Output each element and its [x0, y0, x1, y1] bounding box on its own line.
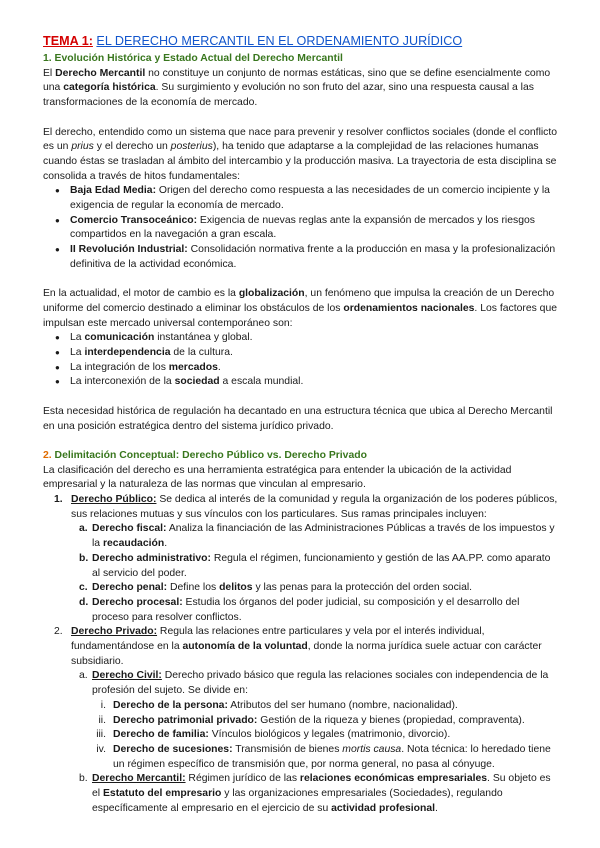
list-item-mercantile-law: b. Derecho Mercantil: Régimen jurídico de las relaciones económicas empresariales. Su objeto es el Estatuto del empresario y las organizaciones empresariales (Sociedades), regulando específicamente al empresario en el ejercicio de su actividad profesional.: [79, 773, 551, 814]
public-law-branches: [71, 522, 558, 625]
list-item-public-law: 1. Derecho Público: Se dedica al interés de la comunidad y regula la organización de los poderes públicos, sus relaciones mutuas y sus vínculos con los particulares. Sus ramas principales incluyen: a. Derecho fiscal: Analiza la financiación de las Administraciones Públicas a través de los impuestos y la recaudación. b. Derecho administrativo: Regula el régimen, funcionamiento y gestión de las AA.PP. como aparato al servicio del poder. c. Derecho penal: Define los delitos y las penas para la protección del orden social. d. Derecho procesal: Estudia los órganos del poder judicial, su composición y el desarrollo del proceso para resolver conflictos.: [71, 493, 558, 625]
section-1-heading: 1. Evolución Histórica y Estado Actual del Derecho Mercantil: [43, 53, 343, 64]
paragraph-conflict: El derecho, entendido como un sistema que nace para prevenir y resolver conflictos sociales (donde el conflicto es un prius y el derecho un posterius), ha tenido que adaptarse a la complejidad de las relaciones humanas cuando éstas se trasladan al ámbito del intercambio y la producción masiva. La trayectoria de esta disciplina se consolida a través de hitos fundamentales:: [43, 126, 558, 182]
list-item: ● La comunicación instantánea y global.: [70, 331, 558, 346]
list-item: ● II Revolución Industrial: Consolidación normativa frente a la producción en masa y la profesionalización definitiva de la actividad económica.: [70, 243, 558, 272]
list-item: ● Comercio Transoceánico: Exigencia de nuevas reglas ante la expansión de mercados y los riesgos compartidos en la navegación a gran escala.: [70, 214, 558, 243]
list-item: ● Baja Edad Media: Origen del derecho como respuesta a las necesidades de un comercio incipiente y la exigencia de regular la economía de mercado.: [70, 184, 558, 213]
paragraph-conclusion: Esta necesidad histórica de regulación ha decantado en una estructura técnica que ubica al Derecho Mercantil en una posición estratégica dentro del sistema jurídico privado.: [43, 405, 553, 432]
list-item: a. Derecho fiscal: Analiza la financiación de las Administraciones Públicas a través de los impuestos y la recaudación.: [79, 523, 555, 550]
civil-law-parts: [92, 699, 558, 773]
list-item: ● La interconexión de la sociedad a escala mundial.: [70, 375, 558, 390]
title-text: EL DERECHO MERCANTIL EN EL ORDENAMIENTO JURÍDICO: [96, 34, 463, 48]
paragraph-globalization: En la actualidad, el motor de cambio es la globalización, un fenómeno que impulsa la creación de un Derecho uniforme del comercio destinado a eliminar los obstáculos de los ordenamientos nacionales. Los factores que impulsan este mercado universal contemporáneo son:: [43, 288, 558, 329]
list-item: ● La interdependencia de la cultura.: [70, 346, 558, 361]
list-item-private-law: 2. Derecho Privado: Regula las relaciones entre particulares y vela por el interés individual, fundamentándose en la autonomía de la voluntad, donde la norma jurídica suele actuar con carácter subsidiario. a. Derecho Civil: Derecho privado básico que regula las relaciones sociales con independencia de la profesión del sujeto. Se divide en: i. Derecho de la persona: Atributos del ser humano (nombre, nacionalidad). ii. Derecho patrimonial privado: Gestión de la riqueza y bienes (propiedad, compraventa). iii. Derecho de familia: Vínculos biológicos y legales (matrimonio, divorcio). iv. Derecho de sucesiones: Transmisión de bienes mortis causa. Nota técnica: lo heredado tiene un régimen específico de transmisión que, por norma general, no pasa al cónyuge. b. Derecho Mercantil: Régimen jurídico de las relaciones económicas empresariales. Su objeto es el Estatuto del empresario y las organizaciones empresariales (Sociedades), regulando específicamente al empresario en el ejercicio de su actividad profesional.: [71, 625, 558, 816]
law-branches-list: [43, 493, 558, 816]
list-item: c. Derecho penal: Define los delitos y las penas para la protección del orden social.: [79, 582, 473, 594]
paragraph-classification: La clasificación del derecho es una herramienta estratégica para entender la ubicación de la actividad empresarial y la naturaleza de las normas que vinculan al empresario.: [43, 464, 512, 491]
list-item: iv. Derecho de sucesiones: Transmisión de bienes mortis causa. Nota técnica: lo heredado tiene un régimen específico de transmisión que, por norma general, no pasa al cónyuge.: [96, 743, 551, 770]
title-number: TEMA 1:: [43, 34, 93, 48]
paragraph-definition: El Derecho Mercantil no constituye un conjunto de normas estáticas, sino que se define esencialmente como una categoría histórica. Su surgimiento y evolución no son fruto del azar, sino una respuesta causal a las transformaciones de la economía de mercado.: [43, 67, 551, 109]
factors-list: [43, 331, 558, 390]
list-item: ● La integración de los mercados.: [70, 361, 558, 376]
private-law-branches: [71, 669, 558, 816]
list-item: i. Derecho de la persona: Atributos del ser humano (nombre, nacionalidad).: [100, 699, 458, 711]
list-item: b. Derecho administrativo: Regula el régimen, funcionamiento y gestión de las AA.PP. como aparato al servicio del poder.: [79, 552, 551, 579]
list-item: d. Derecho procesal: Estudia los órganos del poder judicial, su composición y el desarrollo del proceso para resolver conflictos.: [79, 596, 520, 623]
list-item: iii. Derecho de familia: Vínculos biológicos y legales (matrimonio, divorcio).: [96, 729, 451, 741]
list-item-civil-law: a. Derecho Civil: Derecho privado básico que regula las relaciones sociales con independencia de la profesión del sujeto. Se divide en: i. Derecho de la persona: Atributos del ser humano (nombre, nacionalidad). ii. Derecho patrimonial privado: Gestión de la riqueza y bienes (propiedad, compraventa). iii. Derecho de familia: Vínculos biológicos y legales (matrimonio, divorcio). iv. Derecho de sucesiones: Transmisión de bienes mortis causa. Nota técnica: lo heredado tiene un régimen específico de transmisión que, por norma general, no pasa al cónyuge.: [92, 669, 558, 772]
list-item: ii. Derecho patrimonial privado: Gestión de la riqueza y bienes (propiedad, compraventa).: [98, 714, 525, 726]
section-2-heading: 2. Delimitación Conceptual: Derecho Público vs. Derecho Privado: [43, 449, 367, 461]
milestones-list: [43, 184, 558, 272]
document-title: [43, 33, 558, 50]
